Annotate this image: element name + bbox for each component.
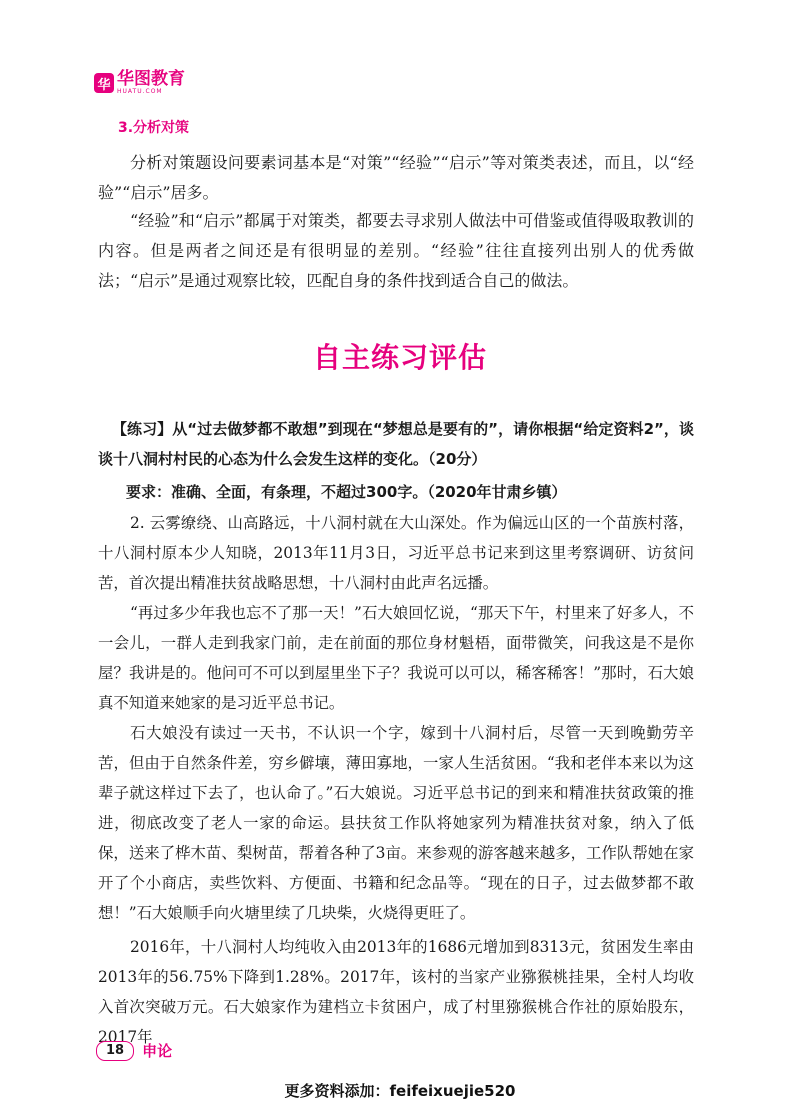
- material-paragraph: “再过多少年我也忘不了那一天！”石大娘回忆说，“那天下午，村里来了好多人，不一会儿，一群人走到我家门前，走在前面的那位身材魁梧，面带微笑，问我这是不是你屋？我讲是的。他问可不可以到屋里坐下子？我说可以可以，稀客稀客！”那时，石大娘真不知道来她家的是习近平总书记。: [98, 604, 694, 712]
- page-footer: [96, 1040, 172, 1061]
- material-paragraph: 2. 云雾缭绕、山高路远，十八洞村就在大山深处。作为偏远山区的一个苗族村落，十八洞村原本少人知晓，2013年11月3日，习近平总书记来到这里考察调研、访贫问苦，首次提出精准扶贫战略思想，十八洞村由此声名远播。: [98, 514, 694, 592]
- body-paragraph: 分析对策题设问要素词基本是“对策”“经验”“启示”等对策类表述，而且，以“经验”“启示”居多。: [98, 153, 694, 202]
- page-number: 18: [96, 1041, 134, 1061]
- material-paragraph: 石大娘没有读过一天书，不认识一个字，嫁到十八洞村后，尽管一天到晚勤劳辛苦，但由于自然条件差，穷乡僻壤，薄田寡地，一家人生活贫困。“我和老伴本来以为这辈子就这样过下去了，也认命了。”石大娘说。习近平总书记的到来和精准扶贫政策的推进，彻底改变了老人一家的命运。县扶贫工作队将她家列为精准扶贫对象，纳入了低保，送来了桦木苗、梨树苗，帮着各种了3亩。来参观的游客越来越多，工作队帮她在家开了个小商店，卖些饮料、方便面、书籍和纪念品等。“现在的日子，过去做梦都不敢想！”石大娘顺手向火塘里续了几块柴，火烧得更旺了。: [98, 724, 694, 922]
- practice-title: 自主练习评估: [312, 341, 487, 374]
- brand-logo-icon: 华: [94, 73, 114, 93]
- practice-question: 【练习】从“过去做梦都不敢想”到现在“梦想总是要有的”，请你根据“给定资料2”，谈谈十八洞村村民的心态为什么会发生这样的变化。（20分）: [98, 420, 694, 468]
- subject-label: 申论: [142, 1042, 173, 1060]
- footer-note: 更多资料添加：feifeixuejie520: [284, 1082, 516, 1100]
- brand-name: 华图教育: [117, 69, 185, 89]
- material-paragraph: 2016年，十八洞村人均纯收入由2013年的1686元增加到8313元，贫困发生率由2013年的56.75%下降到1.28%。2017年，该村的当家产业猕猴桃挂果，全村人均收入首次突破万元。石大娘家作为建档立卡贫困户，成了村里猕猴桃合作社的原始股东，2017年: [98, 938, 694, 1046]
- brand-logo: [94, 70, 185, 96]
- section-heading: 3.分析对策: [118, 120, 190, 136]
- brand-logo-text: [117, 71, 185, 95]
- body-paragraph: “经验”和“启示”都属于对策类，都要去寻求别人做法中可借鉴或值得吸取教训的内容。但是两者之间还是有很明显的差别。“经验”往往直接列出别人的优秀做法；“启示”是通过观察比较，匹配自身的条件找到适合自己的做法。: [98, 211, 694, 290]
- practice-requirement: 要求：准确、全面，有条理，不超过300字。（2020年甘肃乡镇）: [126, 483, 567, 501]
- brand-subtitle: HUATU.COM: [117, 88, 163, 95]
